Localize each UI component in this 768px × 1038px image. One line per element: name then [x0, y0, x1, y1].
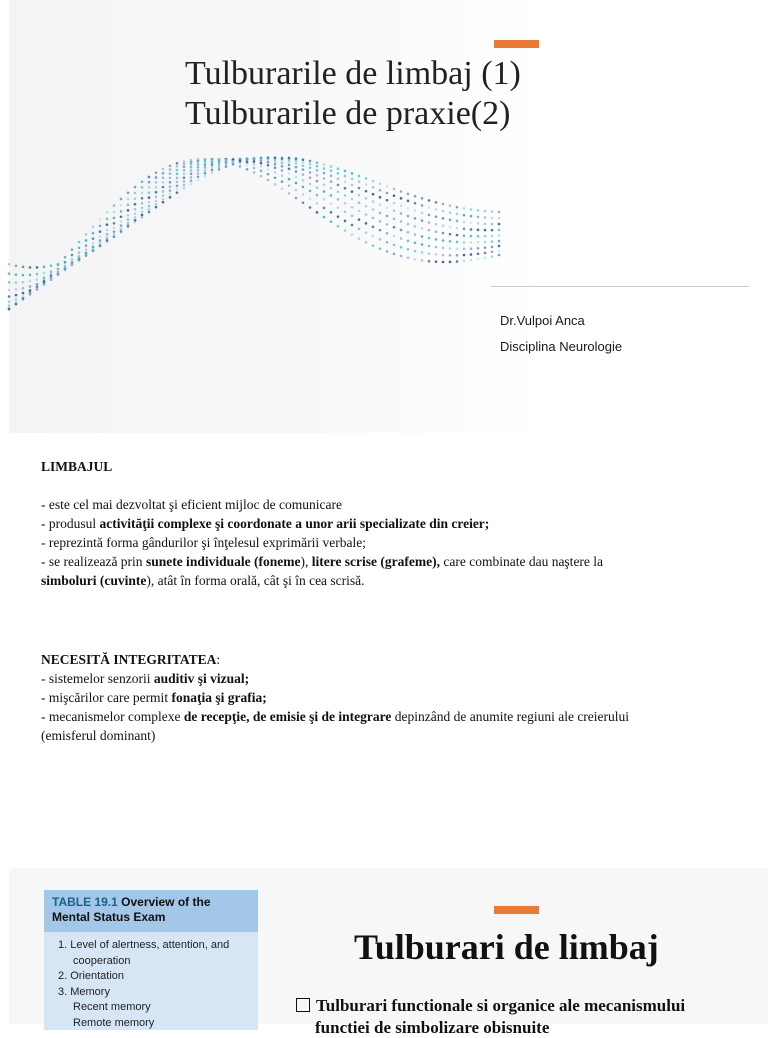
limbajul-section: [41, 457, 746, 590]
requirement-2: - mişcărilor care permit fonaţia şi grafia;: [41, 690, 267, 705]
checkbox-bullet-icon: [296, 998, 310, 1012]
table-item: Recent memory: [73, 1001, 151, 1013]
table-header: [44, 890, 258, 932]
slide-title: Tulburari de limbaj: [354, 927, 659, 967]
bullet-item: Tulburari functionale si organice ale mecanismului: [296, 996, 685, 1016]
table-title-part-2: Mental Status Exam: [52, 910, 166, 924]
requirement-3-continued: (emisferul dominant): [41, 728, 156, 743]
requirement-1: - sistemelor senzorii auditiv şi vizual;: [41, 671, 250, 686]
table-item: 3. Memory: [58, 985, 110, 998]
definition-line-2: - produsul activităţii complexe şi coordonate a unor arii specializate din creier;: [41, 516, 490, 531]
title-slide: [9, 0, 768, 433]
table-list: [44, 932, 258, 1031]
table-title-part-1: Overview of the: [121, 895, 211, 909]
department: Disciplina Neurologie: [500, 339, 623, 354]
limbajul-heading: LIMBAJUL: [41, 459, 113, 474]
author-block: [500, 308, 622, 360]
title-line-2: Tulburarile de praxie(2): [185, 95, 511, 132]
table-item: 1. Level of alertness, attention, and: [58, 939, 230, 951]
bullet-item-continued: functiei de simbolizare obisnuite: [315, 1018, 550, 1037]
accent-bar: [494, 906, 539, 914]
accent-bar: [494, 40, 539, 48]
language-disorders-slide: [9, 868, 768, 1037]
dotted-wave-graphic: [9, 100, 509, 330]
table-item: Remote memory: [73, 1016, 155, 1029]
table-number: TABLE 19.1: [52, 895, 118, 909]
title-line-1: Tulburarile de limbaj (1): [185, 55, 521, 92]
mental-status-table: [44, 890, 258, 1030]
definition-line-4: - se realizează prin sunete individuale (foneme), litere scrise (grafeme), care combinate dau naştere la: [41, 554, 604, 569]
table-item: cooperation: [73, 954, 131, 967]
definition-line-5: simboluri (cuvinte), atât în forma orală, cât şi în cea scrisă.: [41, 573, 365, 588]
slide-title: [185, 54, 521, 134]
integritate-heading: NECESITĂ INTEGRITATEA:: [41, 652, 221, 667]
requirement-3: - mecanismelor complexe de recepţie, de emisie şi de integrare depinzând de anumite regiuni ale creierului: [41, 709, 630, 724]
author-name: Dr.Vulpoi Anca: [500, 313, 585, 328]
divider-line: [491, 286, 749, 287]
integritate-section: [41, 650, 746, 745]
definition-line-3: - reprezintă forma gândurilor şi înţelesul exprimării verbale;: [41, 535, 366, 550]
table-item: 2. Orientation: [58, 970, 125, 982]
definition-line-1: - este cel mai dezvoltat şi eficient mijloc de comunicare: [41, 497, 342, 512]
